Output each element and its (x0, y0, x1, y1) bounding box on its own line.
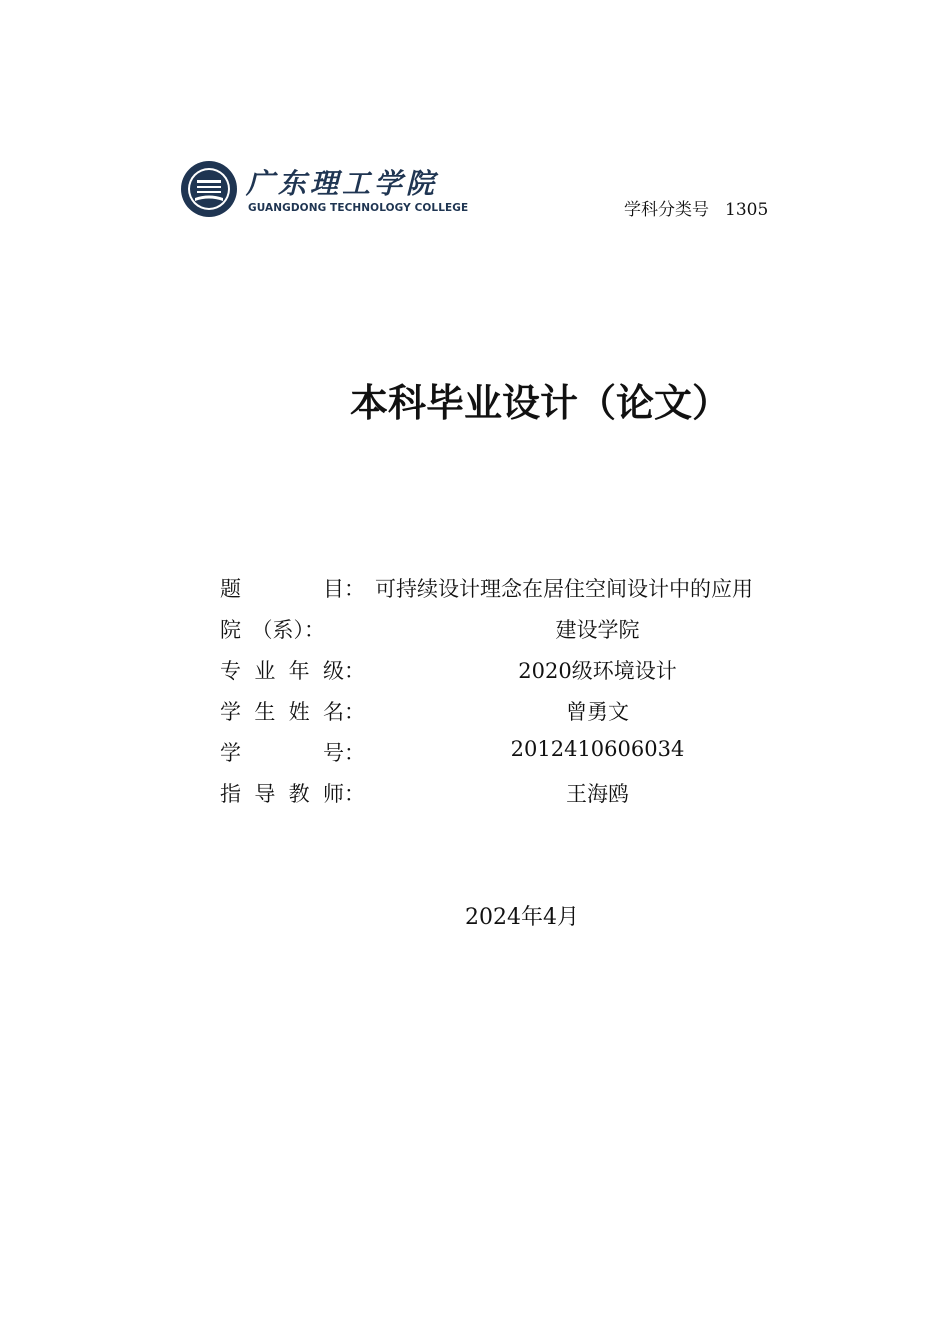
topic-value: 可持续设计理念在居住空间设计中的应用 (375, 577, 753, 601)
subject-code: 1305 (725, 200, 769, 220)
major-value: 2020级环境设计 (518, 659, 677, 683)
major-label: 专 业 年 级： (220, 659, 365, 683)
subject-label: 学科分类号 (624, 200, 709, 220)
student-id-row (220, 729, 820, 770)
school-seal-icon (180, 160, 238, 218)
student-id-label: 学 号： (220, 741, 365, 765)
student-id-value: 2012410606034 (510, 737, 685, 761)
student-value: 曾勇文 (566, 700, 629, 724)
major-row (220, 647, 820, 688)
school-name-cn: 广东理工学院 (246, 167, 439, 200)
department-row (220, 606, 820, 647)
student-label: 学 生 姓 名： (220, 700, 365, 724)
department-label: 院 （系）： (220, 618, 325, 642)
department-value: 建设学院 (555, 618, 640, 642)
thesis-info (220, 565, 820, 811)
student-row (220, 688, 820, 729)
topic-row (220, 565, 820, 606)
advisor-label: 指 导 教 师： (220, 782, 365, 806)
subject-classification (624, 195, 768, 220)
advisor-value: 王海鸥 (566, 782, 629, 806)
school-name-en: GUANGDONG TECHNOLOGY COLLEGE (248, 202, 469, 214)
thesis-title: 本科毕业设计（论文） (349, 381, 730, 425)
advisor-row (220, 770, 820, 811)
school-logo (180, 160, 469, 220)
topic-label: 题 目： (220, 577, 365, 601)
submission-date: 2024年4月 (465, 905, 579, 930)
